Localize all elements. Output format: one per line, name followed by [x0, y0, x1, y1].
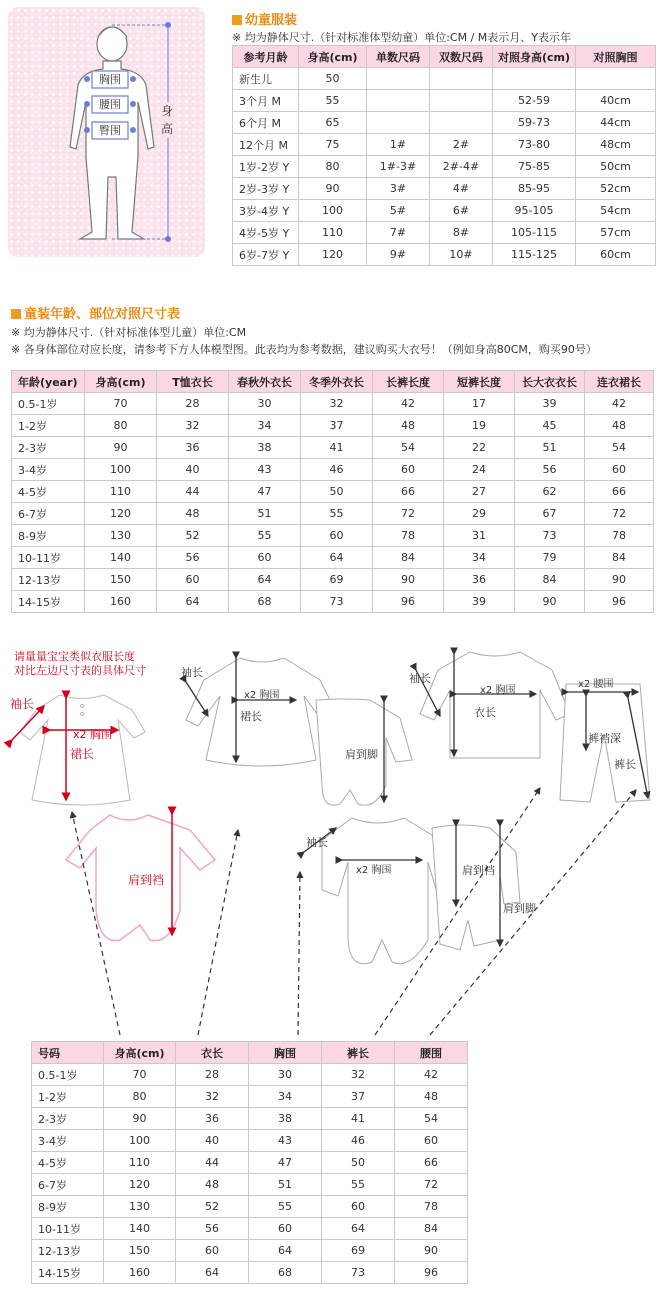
dress-skirt-label: 裙长 [70, 747, 95, 761]
body-figure-panel [8, 7, 205, 257]
table-cell [430, 112, 493, 134]
table-cell: 70 [104, 1064, 176, 1086]
table-cell: 52 [176, 1196, 249, 1218]
table-cell: 2-3岁 [12, 437, 85, 459]
table-cell: 84 [585, 547, 654, 569]
table-cell: 72 [373, 503, 444, 525]
kids-size-table [11, 370, 654, 613]
table-row [233, 222, 656, 244]
column-header: 参考月龄 [233, 46, 299, 68]
table-cell: 54cm [576, 200, 656, 222]
table-cell: 28 [176, 1064, 249, 1086]
table-cell: 69 [322, 1240, 395, 1262]
table-row [12, 591, 654, 613]
table-cell: 54 [395, 1108, 468, 1130]
jumpsuit-shoulder-crotch-label: 肩到裆 [462, 864, 495, 877]
table-row [12, 481, 654, 503]
table-cell: 64 [301, 547, 373, 569]
table-cell: 44cm [576, 112, 656, 134]
table-row [12, 547, 654, 569]
table-cell: 60 [373, 459, 444, 481]
table-cell: 130 [85, 525, 157, 547]
jumpsuit-shoulder-foot-label: 肩到脚 [503, 902, 536, 915]
column-header: 身高(cm) [299, 46, 367, 68]
column-header: 年龄(year) [12, 371, 85, 393]
pants-waist-label: x2 腰围 [578, 679, 614, 690]
table-cell: 46 [301, 459, 373, 481]
table-cell: 42 [585, 393, 654, 415]
table-cell: 50 [301, 481, 373, 503]
dress-sleeve-label: 袖长 [10, 697, 35, 711]
kids-note-2: ※ 各身体部位对应长度，请参考下方人体模型图。此表均为参考数据，建议购买大衣号！（例如身高80CM，购买90号） [11, 343, 597, 356]
table-cell: 75-85 [493, 156, 576, 178]
table-cell: 19 [444, 415, 515, 437]
column-header: 胸围 [249, 1042, 322, 1064]
table-cell: 1岁-2岁 Y [233, 156, 299, 178]
table-cell: 1-2岁 [12, 415, 85, 437]
table-cell: 160 [85, 591, 157, 613]
table-cell: 9# [367, 244, 430, 266]
table-cell: 4-5岁 [32, 1152, 104, 1174]
table-cell: 85-95 [493, 178, 576, 200]
jumpsuit-chest-label: x2 胸围 [356, 865, 392, 876]
table-cell: 37 [322, 1086, 395, 1108]
table-cell: 10-11岁 [12, 547, 85, 569]
column-header: 双数尺码 [430, 46, 493, 68]
table-cell: 84 [373, 547, 444, 569]
table-row [12, 437, 654, 459]
table-cell: 6个月 M [233, 112, 299, 134]
table-cell: 55 [229, 525, 301, 547]
table-cell: 8-9岁 [32, 1196, 104, 1218]
table-row [12, 525, 654, 547]
table-cell: 130 [104, 1196, 176, 1218]
table-cell: 73 [301, 591, 373, 613]
pants-length-label: 裤长 [614, 758, 636, 771]
table-cell: 30 [229, 393, 301, 415]
table-cell: 48 [395, 1086, 468, 1108]
dress2-sleeve-label: 袖长 [181, 666, 203, 679]
table-cell: 65 [299, 112, 367, 134]
infant-note: ※ 均为静体尺寸.（针对标准体型幼童）单位:CM / M表示月、Y表示年 [232, 31, 571, 44]
table-row [233, 178, 656, 200]
column-header: 对照胸围 [576, 46, 656, 68]
table-cell: 73 [515, 525, 585, 547]
table-cell: 4-5岁 [12, 481, 85, 503]
body-figure [8, 7, 205, 257]
table-cell: 110 [85, 481, 157, 503]
table-cell: 47 [229, 481, 301, 503]
table-cell: 4岁-5岁 Y [233, 222, 299, 244]
table-cell: 48cm [576, 134, 656, 156]
table-cell: 32 [322, 1064, 395, 1086]
table-cell: 90 [515, 591, 585, 613]
dress2-skirt-label: 裙长 [240, 710, 262, 723]
column-header: 长大衣衣长 [515, 371, 585, 393]
table-cell: 72 [395, 1174, 468, 1196]
table-row [233, 112, 656, 134]
table-cell: 42 [395, 1064, 468, 1086]
table-cell: 新生儿 [233, 68, 299, 90]
table-cell: 32 [176, 1086, 249, 1108]
table-row [32, 1218, 468, 1240]
table-cell [493, 68, 576, 90]
table-cell: 60 [157, 569, 229, 591]
table-cell: 51 [249, 1174, 322, 1196]
table-cell: 10# [430, 244, 493, 266]
table-row [32, 1130, 468, 1152]
table-cell: 17 [444, 393, 515, 415]
table-cell: 39 [444, 591, 515, 613]
hip-label: 臀围 [99, 124, 121, 137]
column-header: 长裤长度 [373, 371, 444, 393]
table-cell: 42 [373, 393, 444, 415]
table-cell: 48 [585, 415, 654, 437]
table-cell: 52 [157, 525, 229, 547]
table-cell: 140 [85, 547, 157, 569]
table-cell: 28 [157, 393, 229, 415]
table-cell: 60 [395, 1130, 468, 1152]
table-cell: 64 [229, 569, 301, 591]
table-cell: 3-4岁 [12, 459, 85, 481]
table-row [233, 68, 656, 90]
kids-note-1: ※ 均为静体尺寸.（针对标准体型儿童）单位:CM [11, 326, 247, 339]
table-cell: 31 [444, 525, 515, 547]
table-cell: 48 [176, 1174, 249, 1196]
table-cell: 64 [157, 591, 229, 613]
table-row [32, 1108, 468, 1130]
table-cell: 41 [301, 437, 373, 459]
table-cell: 48 [373, 415, 444, 437]
table-cell: 80 [85, 415, 157, 437]
column-header: 身高(cm) [104, 1042, 176, 1064]
table-cell: 73 [322, 1262, 395, 1284]
table-cell: 78 [395, 1196, 468, 1218]
table-row [32, 1152, 468, 1174]
table-cell: 55 [322, 1174, 395, 1196]
table-cell: 84 [515, 569, 585, 591]
column-header: 衣长 [176, 1042, 249, 1064]
table-row [233, 90, 656, 112]
column-header: T恤衣长 [157, 371, 229, 393]
infant-size-table [232, 45, 656, 266]
table-cell: 6-7岁 [12, 503, 85, 525]
table-header-row [12, 371, 654, 393]
table-cell: 90 [395, 1240, 468, 1262]
table-cell: 43 [229, 459, 301, 481]
table-cell: 90 [585, 569, 654, 591]
table-cell: 39 [515, 393, 585, 415]
table-cell: 3岁-4岁 Y [233, 200, 299, 222]
garment-measurement-diagram [0, 640, 663, 1040]
table-cell: 75 [299, 134, 367, 156]
table-cell: 29 [444, 503, 515, 525]
table-cell: 51 [515, 437, 585, 459]
jacket-length-label: 衣长 [474, 706, 496, 719]
jumpsuit-sleeve-label: 袖长 [306, 836, 328, 849]
table-cell: 52cm [576, 178, 656, 200]
jacket-sleeve-label: 袖长 [409, 672, 431, 685]
table-cell: 1#-3# [367, 156, 430, 178]
table-cell: 69 [301, 569, 373, 591]
table-cell: 120 [299, 244, 367, 266]
table-cell: 110 [104, 1152, 176, 1174]
table-cell: 22 [444, 437, 515, 459]
table-row [233, 200, 656, 222]
pants-rise-label: 裤裆深 [588, 732, 621, 745]
table-cell: 14-15岁 [32, 1262, 104, 1284]
table-cell: 66 [373, 481, 444, 503]
table-cell: 55 [301, 503, 373, 525]
column-header: 单数尺码 [367, 46, 430, 68]
table-cell: 67 [515, 503, 585, 525]
table-cell: 64 [249, 1240, 322, 1262]
table-cell: 60 [229, 547, 301, 569]
table-cell: 55 [299, 90, 367, 112]
table-cell: 60 [249, 1218, 322, 1240]
table-cell: 64 [322, 1218, 395, 1240]
table-cell: 45 [515, 415, 585, 437]
column-header: 春秋外衣长 [229, 371, 301, 393]
column-header: 短裤长度 [444, 371, 515, 393]
table-cell: 32 [301, 393, 373, 415]
table-cell: 68 [229, 591, 301, 613]
table-cell [367, 68, 430, 90]
table-row [233, 244, 656, 266]
column-header: 对照身高(cm) [493, 46, 576, 68]
jacket-chest-label: x2 胸围 [480, 685, 516, 696]
table-cell: 24 [444, 459, 515, 481]
table-cell: 60cm [576, 244, 656, 266]
table-cell: 64 [176, 1262, 249, 1284]
table-cell: 96 [373, 591, 444, 613]
table-cell: 2#-4# [430, 156, 493, 178]
table-cell: 160 [104, 1262, 176, 1284]
table-cell: 6-7岁 [32, 1174, 104, 1196]
waist-label: 腰围 [99, 98, 121, 111]
table-cell: 140 [104, 1218, 176, 1240]
table-cell: 66 [395, 1152, 468, 1174]
table-cell: 3-4岁 [32, 1130, 104, 1152]
table-cell: 40 [157, 459, 229, 481]
table-row [12, 415, 654, 437]
table-cell: 12-13岁 [32, 1240, 104, 1262]
table-cell: 66 [585, 481, 654, 503]
table-cell: 96 [395, 1262, 468, 1284]
table-cell [576, 68, 656, 90]
table-cell: 47 [249, 1152, 322, 1174]
table-cell: 12-13岁 [12, 569, 85, 591]
table-cell: 41 [322, 1108, 395, 1130]
table-cell: 14-15岁 [12, 591, 85, 613]
table-row [32, 1196, 468, 1218]
table-cell: 1# [367, 134, 430, 156]
table-cell: 70 [85, 393, 157, 415]
table-cell: 54 [585, 437, 654, 459]
column-header: 连衣裙长 [585, 371, 654, 393]
table-cell: 10-11岁 [32, 1218, 104, 1240]
table-cell: 54 [373, 437, 444, 459]
table-cell: 12个月 M [233, 134, 299, 156]
table-row [233, 156, 656, 178]
table-cell: 2# [430, 134, 493, 156]
table-cell: 27 [444, 481, 515, 503]
table-cell: 62 [515, 481, 585, 503]
table-cell: 60 [322, 1196, 395, 1218]
table-cell: 0.5-1岁 [32, 1064, 104, 1086]
table-cell: 73-80 [493, 134, 576, 156]
table-cell: 38 [229, 437, 301, 459]
hint-line-2: 对比左边尺寸表的具体尺寸 [14, 664, 146, 677]
table-cell: 3# [367, 178, 430, 200]
dress-chest-label: x2 胸围 [73, 728, 113, 741]
table-cell: 34 [229, 415, 301, 437]
table-cell: 36 [444, 569, 515, 591]
hint-line-1: 请量量宝宝类似衣服长度 [14, 650, 135, 663]
table-cell: 2-3岁 [32, 1108, 104, 1130]
table-cell: 50 [322, 1152, 395, 1174]
table-cell: 57cm [576, 222, 656, 244]
table-cell: 68 [249, 1262, 322, 1284]
table-cell [367, 90, 430, 112]
table-cell: 84 [395, 1218, 468, 1240]
bodysuit-shoulder-crotch-label: 肩到裆 [128, 873, 165, 887]
table-header-row [233, 46, 656, 68]
table-cell: 38 [249, 1108, 322, 1130]
table-cell: 34 [444, 547, 515, 569]
table-row [32, 1086, 468, 1108]
dress2-chest-label: x2 胸围 [244, 690, 280, 701]
table-row [12, 503, 654, 525]
table-cell: 8# [430, 222, 493, 244]
table-cell: 3个月 M [233, 90, 299, 112]
table-cell: 90 [299, 178, 367, 200]
table-cell: 60 [585, 459, 654, 481]
table-cell: 56 [176, 1218, 249, 1240]
table-cell: 80 [104, 1086, 176, 1108]
table-cell: 95-105 [493, 200, 576, 222]
table-cell: 7# [367, 222, 430, 244]
table-cell: 72 [585, 503, 654, 525]
table-cell: 52-59 [493, 90, 576, 112]
table-cell: 115-125 [493, 244, 576, 266]
table-cell: 43 [249, 1130, 322, 1152]
table-cell: 60 [301, 525, 373, 547]
table-cell: 120 [85, 503, 157, 525]
table-cell: 90 [85, 437, 157, 459]
table-cell: 120 [104, 1174, 176, 1196]
table-cell: 105-115 [493, 222, 576, 244]
table-cell [430, 68, 493, 90]
table-cell: 56 [157, 547, 229, 569]
table-header-row [32, 1042, 468, 1064]
table-cell: 60 [176, 1240, 249, 1262]
table-cell [430, 90, 493, 112]
orange-square-icon [232, 15, 242, 25]
table-cell: 55 [249, 1196, 322, 1218]
table-cell: 51 [229, 503, 301, 525]
table-cell: 80 [299, 156, 367, 178]
table-row [233, 134, 656, 156]
table-cell: 6岁-7岁 Y [233, 244, 299, 266]
table-cell: 46 [322, 1130, 395, 1152]
table-cell: 32 [157, 415, 229, 437]
chest-label: 胸围 [99, 73, 121, 86]
table-cell: 110 [299, 222, 367, 244]
height-label: 身高 [160, 104, 173, 136]
bottom-size-table [31, 1041, 468, 1284]
table-cell: 44 [157, 481, 229, 503]
table-cell: 6# [430, 200, 493, 222]
table-cell: 30 [249, 1064, 322, 1086]
table-cell: 40cm [576, 90, 656, 112]
table-cell: 4# [430, 178, 493, 200]
table-cell: 100 [299, 200, 367, 222]
table-cell: 150 [85, 569, 157, 591]
table-cell: 44 [176, 1152, 249, 1174]
table-cell: 100 [104, 1130, 176, 1152]
infant-section-title: 幼童服装 [232, 9, 297, 28]
table-cell: 40 [176, 1130, 249, 1152]
romper-shoulder-foot-label: 肩到脚 [345, 748, 378, 761]
table-cell: 96 [585, 591, 654, 613]
table-cell: 150 [104, 1240, 176, 1262]
table-cell: 78 [585, 525, 654, 547]
column-header: 裤长 [322, 1042, 395, 1064]
table-cell [367, 112, 430, 134]
table-cell: 90 [373, 569, 444, 591]
table-cell: 90 [104, 1108, 176, 1130]
column-header: 腰围 [395, 1042, 468, 1064]
table-cell: 37 [301, 415, 373, 437]
table-cell: 1-2岁 [32, 1086, 104, 1108]
column-header: 冬季外衣长 [301, 371, 373, 393]
table-cell: 34 [249, 1086, 322, 1108]
table-cell: 56 [515, 459, 585, 481]
table-cell: 5# [367, 200, 430, 222]
table-cell: 50cm [576, 156, 656, 178]
table-cell: 2岁-3岁 Y [233, 178, 299, 200]
table-row [32, 1240, 468, 1262]
table-row [12, 393, 654, 415]
table-cell: 36 [157, 437, 229, 459]
table-cell: 48 [157, 503, 229, 525]
table-row [12, 569, 654, 591]
orange-square-icon [11, 309, 21, 319]
table-cell: 8-9岁 [12, 525, 85, 547]
table-cell: 36 [176, 1108, 249, 1130]
table-cell: 100 [85, 459, 157, 481]
table-row [32, 1174, 468, 1196]
table-cell: 0.5-1岁 [12, 393, 85, 415]
table-cell: 78 [373, 525, 444, 547]
table-row [32, 1262, 468, 1284]
table-row [32, 1064, 468, 1086]
table-cell: 59-73 [493, 112, 576, 134]
kids-section-title: 童装年龄、部位对照尺寸表 [11, 303, 180, 322]
table-row [12, 459, 654, 481]
column-header: 号码 [32, 1042, 104, 1064]
column-header: 身高(cm) [85, 371, 157, 393]
table-cell: 50 [299, 68, 367, 90]
table-cell: 79 [515, 547, 585, 569]
